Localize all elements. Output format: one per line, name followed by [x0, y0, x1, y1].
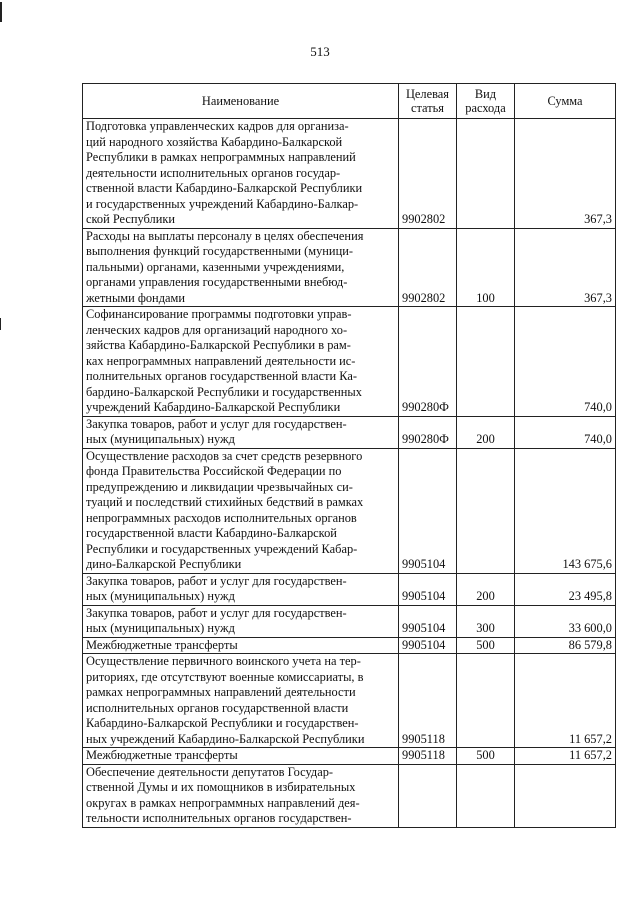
row-name-line: и государственных учреждений Кабардино-Балкар- — [86, 196, 359, 211]
row-name-line: Софинансирование программы подготовки управ- — [86, 307, 352, 321]
row-name-cell — [83, 573, 399, 605]
row-name-line: Закупка товаров, работ и услуг для государствен- — [86, 573, 347, 588]
row-name-line: ственной власти Кабардино-Балкарской Республики — [86, 181, 363, 195]
row-name-line: Закупка товаров, работ и услуг для государствен- — [86, 605, 347, 620]
row-kind-cell — [457, 764, 515, 827]
row-sum-cell — [515, 764, 616, 827]
row-code-cell — [399, 764, 457, 827]
row-code-cell: 990280Ф — [399, 307, 457, 417]
row-kind-cell: 200 — [457, 573, 515, 605]
row-name-line: ках непрограммных направлений деятельности ис- — [86, 353, 356, 368]
header-sum: Сумма — [515, 84, 616, 119]
table-row — [83, 637, 616, 654]
row-code-cell: 9902802 — [399, 119, 457, 229]
row-name-cell — [83, 654, 399, 748]
row-sum-cell: 740,0 — [515, 416, 616, 448]
table-row — [83, 228, 616, 307]
row-name-cell — [83, 605, 399, 637]
row-kind-cell: 500 — [457, 748, 515, 765]
row-sum-cell: 86 579,8 — [515, 637, 616, 654]
row-sum-cell: 367,3 — [515, 228, 616, 307]
row-name-cell — [83, 307, 399, 417]
row-name-cell — [83, 228, 399, 307]
row-name-cell — [83, 416, 399, 448]
row-name-line: Осуществление расходов за счет средств резервного — [86, 448, 363, 463]
table-row — [83, 119, 616, 229]
row-kind-cell: 100 — [457, 228, 515, 307]
row-name-line: Расходы на выплаты персоналу в целях обеспечения — [86, 228, 364, 243]
row-code-cell: 9905104 — [399, 448, 457, 573]
row-name-line: деятельности исполнительных органов государ- — [86, 165, 341, 180]
header-name: Наименование — [83, 84, 399, 119]
table-body — [83, 119, 616, 828]
header-code-line: Целевая — [405, 87, 450, 101]
header-kind-line: Вид — [474, 87, 497, 101]
row-name-line: Осуществление первичного воинского учета на тер- — [86, 654, 361, 668]
table-row — [83, 416, 616, 448]
header-code-line: статья — [410, 101, 444, 115]
row-code-cell: 9902802 — [399, 228, 457, 307]
row-kind-cell — [457, 307, 515, 417]
row-name-line: Обеспечение деятельности депутатов Государ- — [86, 764, 334, 779]
row-name-cell — [83, 637, 399, 654]
row-kind-cell: 200 — [457, 416, 515, 448]
row-name-line: государственной власти Кабардино-Балкарской — [86, 526, 337, 540]
table-row — [83, 448, 616, 573]
row-name-line: выполнения функций государственными (муници- — [86, 244, 353, 258]
scan-margin-mark — [0, 318, 1, 330]
row-name-cell — [83, 119, 399, 229]
row-name-cell — [83, 448, 399, 573]
row-name-line: предупреждению и ликвидации чрезвычайных си- — [86, 479, 353, 494]
row-name-line: ных (муниципальных) нужд — [86, 432, 235, 446]
row-name-line: пальными) органами, казенными учреждениями, — [86, 259, 345, 274]
row-name-line: ской Республики — [86, 212, 175, 226]
row-name-line: ных (муниципальных) нужд — [86, 589, 235, 603]
row-name-line: тельности исполнительных органов государствен- — [86, 811, 352, 825]
row-name-line: органами управления государственными внебюд- — [86, 275, 348, 289]
row-name-cell — [83, 748, 399, 765]
row-sum-cell: 33 600,0 — [515, 605, 616, 637]
row-sum-cell: 143 675,6 — [515, 448, 616, 573]
row-name-line: жетными фондами — [86, 290, 185, 305]
scan-margin-mark — [0, 2, 2, 22]
row-name-line: бардино-Балкарской Республики и государственных — [86, 384, 362, 399]
row-sum-cell: 740,0 — [515, 307, 616, 417]
row-name-line: ственной Думы и их помощников в избирательных — [86, 780, 356, 794]
row-kind-cell — [457, 119, 515, 229]
row-name-line: рамках непрограммных направлений деятельности — [86, 685, 356, 699]
row-code-cell: 9905104 — [399, 573, 457, 605]
row-name-line: Межбюджетные трансферты — [86, 748, 238, 762]
row-name-line: Подготовка управленческих кадров для организа- — [86, 119, 349, 133]
table-row — [83, 748, 616, 765]
row-name-line: Республики в рамках непрограммных направлений — [86, 150, 356, 164]
table-row — [83, 654, 616, 748]
header-kind-line: расхода — [465, 101, 506, 115]
row-sum-cell: 11 657,2 — [515, 654, 616, 748]
row-code-cell: 9905104 — [399, 605, 457, 637]
row-sum-cell: 23 495,8 — [515, 573, 616, 605]
table-row — [83, 307, 616, 417]
row-name-line: ций народного хозяйства Кабардино-Балкарской — [86, 134, 343, 149]
row-name-line: Республики и государственных учреждений Кабар- — [86, 541, 358, 556]
row-code-cell: 9905118 — [399, 748, 457, 765]
row-code-cell: 9905118 — [399, 654, 457, 748]
row-name-line: учреждений Кабардино-Балкарской Республики — [86, 400, 341, 414]
table-row — [83, 764, 616, 827]
page-number: 513 — [310, 44, 330, 59]
row-name-line: фонда Правительства Российской Федерации по — [86, 464, 342, 478]
row-kind-cell: 300 — [457, 605, 515, 637]
row-kind-cell: 500 — [457, 637, 515, 654]
row-name-line: дино-Балкарской Республики — [86, 557, 242, 571]
row-name-line: полнительных органов государственной власти Ка- — [86, 369, 357, 383]
row-name-line: ных учреждений Кабардино-Балкарской Республики — [86, 731, 365, 746]
row-name-line: ных (муниципальных) нужд — [86, 621, 235, 635]
row-name-line: риториях, где отсутствуют военные комиссариаты, в — [86, 669, 364, 684]
row-code-cell: 990280Ф — [399, 416, 457, 448]
row-code-cell: 9905104 — [399, 637, 457, 654]
row-name-line: ленческих кадров для организаций народного хо- — [86, 322, 348, 337]
row-kind-cell — [457, 448, 515, 573]
row-sum-cell: 11 657,2 — [515, 748, 616, 765]
table-row — [83, 605, 616, 637]
row-name-line: Закупка товаров, работ и услуг для государствен- — [86, 416, 347, 431]
row-sum-cell: 367,3 — [515, 119, 616, 229]
table-row — [83, 573, 616, 605]
row-name-line: зяйства Кабардино-Балкарской Республики в рам- — [86, 338, 351, 352]
table-header-row — [83, 84, 616, 119]
row-name-line: округах в рамках непрограммных направлений дея- — [86, 795, 360, 810]
row-kind-cell — [457, 654, 515, 748]
row-name-line: исполнительных органов государственной власти — [86, 700, 349, 715]
row-name-line: Межбюджетные трансферты — [86, 637, 238, 652]
row-name-cell — [83, 764, 399, 827]
row-name-line: непрограммных расходов исполнительных органов — [86, 510, 357, 525]
row-name-line: туаций и последствий стихийных бедствий в рамках — [86, 495, 364, 509]
row-name-line: Кабардино-Балкарской Республики и государствен- — [86, 716, 359, 730]
header-kind — [457, 84, 515, 119]
budget-table — [82, 83, 616, 828]
header-code — [399, 84, 457, 119]
